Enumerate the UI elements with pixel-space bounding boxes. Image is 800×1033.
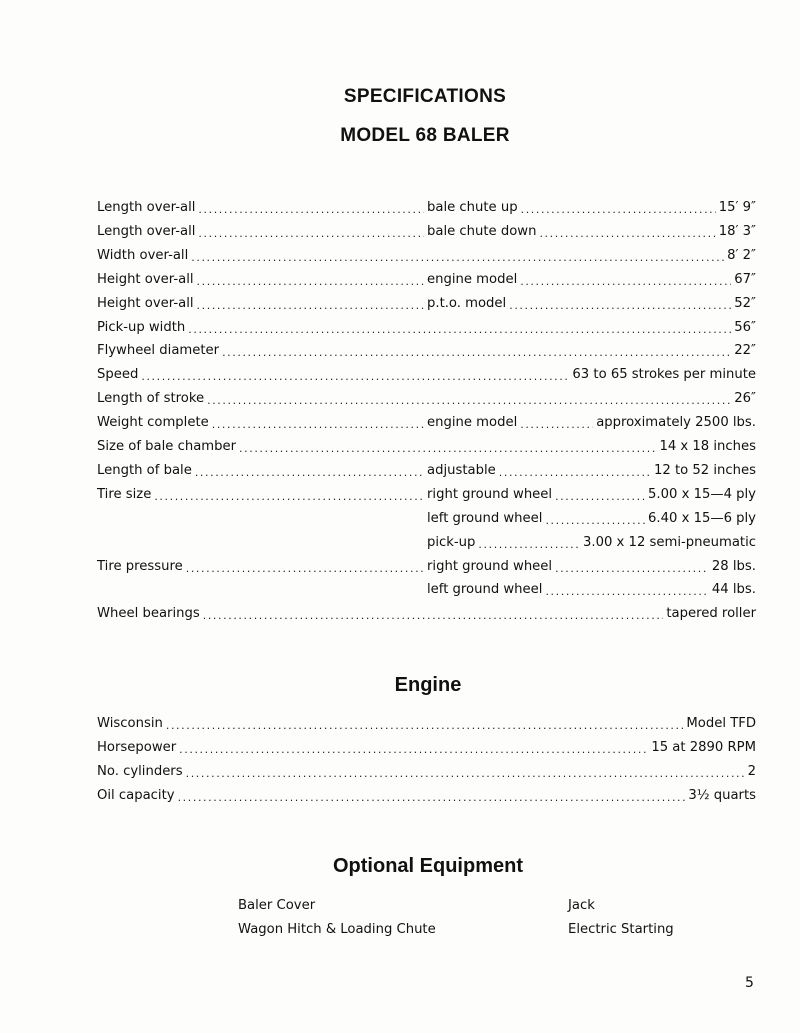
page-number: 5 bbox=[745, 975, 754, 991]
leader-dots bbox=[197, 295, 424, 311]
leader-dots bbox=[154, 486, 424, 502]
leader-dots bbox=[178, 787, 686, 803]
spec-row bbox=[97, 195, 756, 215]
spec-value: 28 lbs. bbox=[711, 558, 756, 574]
leader-dots bbox=[179, 739, 648, 755]
spec-row bbox=[97, 267, 756, 287]
spec-label: Wheel bearings bbox=[97, 606, 200, 622]
leader-dots bbox=[239, 438, 656, 454]
leader-dots bbox=[521, 199, 716, 215]
engine-label: Oil capacity bbox=[97, 788, 175, 803]
engine-heading: Engine bbox=[394, 674, 462, 696]
spec-condition: engine model bbox=[427, 271, 518, 287]
spec-value: 52″ bbox=[734, 295, 756, 311]
spec-value: 5.00 x 15—4 ply bbox=[648, 486, 756, 502]
spec-value: 63 to 65 strokes per minute bbox=[572, 367, 756, 383]
spec-value: 8′ 2″ bbox=[727, 247, 756, 263]
spec-value: 44 lbs. bbox=[711, 582, 756, 598]
spec-row bbox=[97, 458, 756, 478]
spec-label: Length of stroke bbox=[97, 391, 205, 407]
leader-dots bbox=[478, 534, 580, 550]
engine-label: No. cylinders bbox=[97, 764, 183, 779]
spec-condition: right ground wheel bbox=[427, 558, 553, 574]
leader-dots bbox=[207, 390, 731, 406]
spec-label: Length of bale bbox=[97, 462, 192, 478]
spec-label: Tire pressure bbox=[97, 558, 183, 574]
spec-value: tapered roller bbox=[666, 606, 756, 622]
spec-label: Width over-all bbox=[97, 247, 189, 263]
leader-dots bbox=[499, 462, 651, 478]
engine-row bbox=[97, 783, 756, 803]
spec-value: 26″ bbox=[734, 391, 756, 407]
leader-dots bbox=[188, 319, 731, 335]
leader-dots bbox=[509, 295, 731, 311]
engine-label: Horsepower bbox=[97, 740, 177, 755]
spec-row bbox=[97, 386, 756, 406]
leader-dots bbox=[222, 342, 731, 358]
spec-condition: left ground wheel bbox=[427, 510, 543, 526]
optional-item: Baler Cover bbox=[238, 898, 316, 913]
leader-dots bbox=[186, 763, 745, 779]
spec-condition: engine model bbox=[427, 415, 518, 431]
leader-dots bbox=[166, 715, 684, 731]
optional-item: Wagon Hitch & Loading Chute bbox=[238, 922, 436, 937]
engine-row bbox=[97, 759, 756, 779]
spec-value: 22″ bbox=[734, 343, 756, 359]
spec-value: 67″ bbox=[734, 271, 756, 287]
spec-label: Length over-all bbox=[97, 223, 196, 239]
spec-condition: left ground wheel bbox=[427, 582, 543, 598]
spec-value: 18′ 3″ bbox=[718, 223, 756, 239]
spec-value: 12 to 52 inches bbox=[654, 462, 756, 478]
leader-dots bbox=[191, 247, 724, 263]
spec-condition: p.t.o. model bbox=[427, 295, 507, 311]
spec-condition: bale chute up bbox=[427, 200, 518, 215]
leader-dots bbox=[203, 605, 664, 621]
leader-dots bbox=[198, 223, 424, 239]
spec-row bbox=[97, 434, 756, 454]
spec-label: Weight complete bbox=[97, 415, 209, 431]
page-subtitle: MODEL 68 BALER bbox=[340, 125, 510, 146]
leader-dots bbox=[520, 271, 731, 287]
spec-label: Speed bbox=[97, 367, 139, 383]
spec-row bbox=[97, 577, 756, 597]
spec-value: 56″ bbox=[734, 319, 756, 335]
spec-label: Tire size bbox=[97, 486, 152, 502]
spec-label: Pick-up width bbox=[97, 319, 186, 335]
spec-value: 14 x 18 inches bbox=[659, 439, 756, 454]
engine-value: 2 bbox=[747, 764, 756, 779]
leader-dots bbox=[186, 558, 424, 574]
spec-value: 6.40 x 15—6 ply bbox=[648, 510, 756, 526]
spec-row bbox=[97, 506, 756, 526]
leader-dots bbox=[195, 462, 424, 478]
optional-item: Jack bbox=[568, 898, 595, 913]
spec-condition: adjustable bbox=[427, 462, 496, 478]
spec-row bbox=[97, 315, 756, 335]
engine-label: Wisconsin bbox=[97, 716, 163, 731]
engine-value: 3½ quarts bbox=[688, 788, 756, 803]
spec-row bbox=[97, 482, 756, 502]
leader-dots bbox=[539, 223, 715, 239]
leader-dots bbox=[198, 199, 424, 215]
spec-value: 15′ 9″ bbox=[718, 200, 756, 215]
spec-label: Size of bale chamber bbox=[97, 439, 237, 454]
spec-row bbox=[97, 291, 756, 311]
spec-row bbox=[97, 410, 756, 430]
spec-label: Length over-all bbox=[97, 200, 196, 215]
spec-row bbox=[97, 601, 756, 621]
optional-item: Electric Starting bbox=[568, 922, 674, 937]
spec-row bbox=[97, 554, 756, 574]
spec-value: approximately 2500 lbs. bbox=[596, 415, 756, 431]
leader-dots bbox=[545, 510, 645, 526]
spec-value: 3.00 x 12 semi-pneumatic bbox=[583, 534, 756, 550]
leader-dots bbox=[555, 558, 709, 574]
spec-condition: bale chute down bbox=[427, 223, 537, 239]
leader-dots bbox=[555, 486, 645, 502]
leader-dots bbox=[141, 366, 569, 382]
engine-row bbox=[97, 735, 756, 755]
engine-value: 15 at 2890 RPM bbox=[651, 740, 756, 755]
leader-dots bbox=[520, 414, 593, 430]
leader-dots bbox=[545, 581, 708, 597]
engine-row bbox=[97, 711, 756, 731]
spec-row bbox=[97, 362, 756, 382]
spec-condition: right ground wheel bbox=[427, 486, 553, 502]
spec-label: Flywheel diameter bbox=[97, 343, 220, 359]
spec-row bbox=[97, 219, 756, 239]
spec-row bbox=[97, 243, 756, 263]
engine-value: Model TFD bbox=[686, 716, 756, 731]
spec-label: Height over-all bbox=[97, 271, 194, 287]
spec-row bbox=[97, 338, 756, 358]
spec-condition: pick-up bbox=[427, 534, 476, 550]
leader-dots bbox=[197, 271, 424, 287]
spec-row bbox=[97, 530, 756, 550]
page-title: SPECIFICATIONS bbox=[343, 86, 507, 107]
leader-dots bbox=[212, 414, 424, 430]
optional-equipment-heading: Optional Equipment bbox=[333, 855, 523, 877]
spec-label: Height over-all bbox=[97, 295, 194, 311]
